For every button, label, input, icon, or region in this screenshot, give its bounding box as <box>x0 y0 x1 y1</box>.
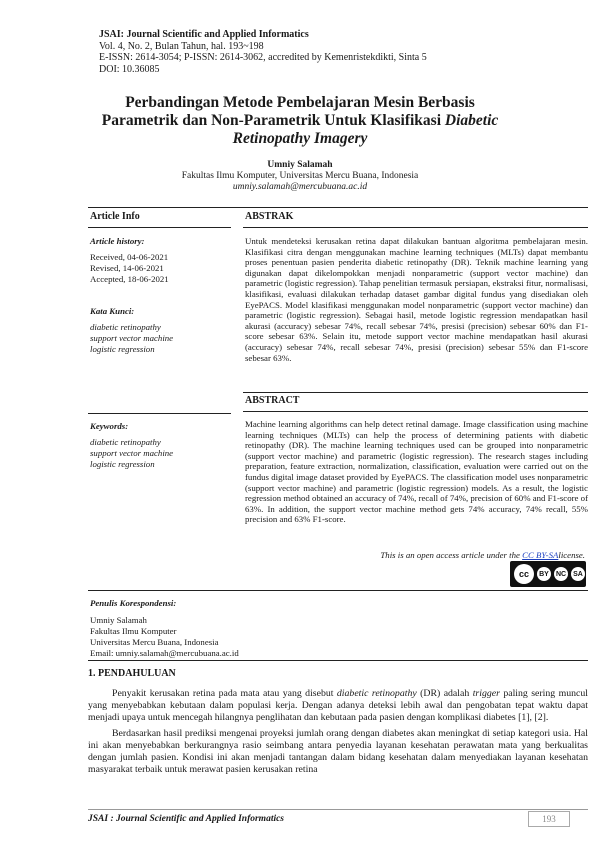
p1-italic-1: diabetic retinopathy <box>336 688 417 699</box>
abstrak-rule <box>243 227 588 228</box>
p1-text-a: Penyakit kerusakan retina pada mata atau yang disebut <box>112 688 337 699</box>
footer-rule <box>88 809 588 810</box>
volume-line: Vol. 4, No. 2, Bulan Tahun, hal. 193~198 <box>99 40 264 52</box>
correspondence-university: Universitas Mercu Buana, Indonesia <box>90 637 219 647</box>
keyword-item: support vector machine <box>90 448 174 458</box>
abstract-top-rule <box>243 392 588 393</box>
article-info-heading: Article Info <box>90 211 140 222</box>
abstract-rule <box>243 411 588 412</box>
kata-kunci-block <box>90 306 230 355</box>
cc-license-badge[interactable] <box>510 561 586 587</box>
received-date: Received, 04-06-2021 <box>90 252 169 262</box>
accepted-date: Accepted, 18-06-2021 <box>90 274 169 284</box>
title-line-2-text: Parametrik dan Non-Parametrik Untuk Klasifikasi <box>101 112 442 129</box>
correspondence-faculty: Fakultas Ilmu Komputer <box>90 626 177 636</box>
doi-line: DOI: 10.36085 <box>99 63 160 75</box>
keyword-item: logistic regression <box>90 459 155 469</box>
sa-icon: SA <box>571 567 585 581</box>
title-line-3-italic: Retinopathy Imagery <box>232 130 368 147</box>
author-affiliation: Fakultas Ilmu Komputer, Universitas Mercu Buana, Indonesia <box>181 171 419 181</box>
keywords-label: Keywords: <box>90 421 129 431</box>
author-block <box>60 160 540 193</box>
journal-header <box>99 29 427 75</box>
keyword-item: diabetic retinopathy <box>90 437 161 447</box>
author-email: umniy.salamah@mercubuana.ac.id <box>232 182 368 192</box>
p1-italic-2: trigger <box>472 688 500 699</box>
journal-name: JSAI: Journal Scientific and Applied Informatics <box>99 29 309 40</box>
title-line-2 <box>60 112 540 130</box>
article-info-rule <box>88 227 231 228</box>
paragraph-1 <box>88 688 588 725</box>
license-line <box>380 550 585 560</box>
kata-kunci-item: support vector machine <box>90 333 174 343</box>
abstrak-text: Untuk mendeteksi kerusakan retina dapat dilakukan bantuan algoritma pembelajaran mesin. Klasifikasi citra dengan menggunakan machine learning techniques (MLTs) dapat membantu proses penentuan pasien penderita diabetic retinopathy (DR). Teknik machine learning yang digunakan dapat dikelompokkan menjadi nonparametric (support vector machine) dan parametric (logistic regression). Tahap penelitian termasuk persiapan, ekstraksi fitur, normalisasi, klasifikasi, evaluasi dilakukan terhadap dataset gambar digital fundus yang disediakan oleh EyePACS. Model klasifikasi menggunakan model nonparametric (support vector machine) dan parametric (logistic regression). Sebagai hasil, metode logistic regression mendapatkan hasil akurasi (accuracy) sebesar 74%, recall sebesar 74%, presisi (precision) sebesar 60% dan F1-score sebesar 63%. Selain itu, metode support vector machine mendapatkan hasil akurasi (accuracy) sebesar 74%, recall sebesar 74%, presisi (precision) sebesar 55% dan F1-score sebesar 63%. <box>245 236 588 363</box>
title-line-3 <box>60 130 540 148</box>
by-icon: BY <box>537 567 551 581</box>
paper-title <box>60 94 540 148</box>
cc-by-sa-link[interactable]: CC BY-SA <box>522 550 559 560</box>
abstrak-heading: ABSTRAK <box>245 211 294 222</box>
correspondence-block <box>90 598 390 659</box>
footer-journal: JSAI : Journal Scientific and Applied Informatics <box>88 814 285 824</box>
license-suffix: license. <box>558 550 585 560</box>
issn-line: E-ISSN: 2614-3054; P-ISSN: 2614-3062, accredited by Kemenristekdikti, Sinta 5 <box>99 52 427 63</box>
page-number: 193 <box>528 811 570 827</box>
top-rule <box>88 207 588 208</box>
paragraph-2: Berdasarkan hasil prediksi mengenai proyeksi jumlah orang dengan diabetes akan meningkat di setiap kategori usia. Hal ini akan menyebabkan berkurangnya rasio seimbang antara penyedia layanan kesehatan perawatan mata yang berkualitas dengan jumlah pasien. Kondisi ini akan menjadi tantangan dalam bidang kesehatan dalam menyediakan layanan kesehatan masyarakat terbaik untuk merawat pasien kerusakan retina <box>88 727 588 776</box>
license-prefix: This is an open access article under the <box>380 550 523 560</box>
history-label: Article history: <box>90 236 145 246</box>
cc-icon: cc <box>514 564 534 584</box>
revised-date: Revised, 14-06-2021 <box>90 263 164 273</box>
p1-text-c: paling sering muncul yang menyebabkan kebutaan dalam populasi kerja. Dengan adanya deteksi lebih awal dan pengobatan tepat waktu dapat menjadi upaya untuk mencegah hilangnya penglihatan dan kebutaan pada pasien dengan komplikasi diabetes [1], [2]. <box>88 688 589 724</box>
article-history <box>90 236 230 285</box>
correspondence-label: Penulis Korespondensi: <box>90 598 177 608</box>
abstract-text: Machine learning algorithms can help detect retinal damage. Image classification using machine learning techniques (MLTs) can help the process of determining patients with diabetic retinopathy (DR). The machine learning techniques used can be grouped into nonparametric (support vector machine) and parametric (logistic regression). The research stages including preparation, feature extraction, normalization, classification, evaluation were carried out on the fundus digital image dataset provided by EyePACS. The classification model uses nonparametric (support vector machine) and parametric (logistic regression) models. As a result, the logistic regression method obtained an accuracy of 74%, recall of 74%, precision of 60% and F1-score of 63%. In addition, the support vector machine method gets 74% accuracy, 74% recall, 55% precision and 63% F1-score. <box>245 419 588 525</box>
section-body <box>88 688 588 779</box>
kata-kunci-item: logistic regression <box>90 344 155 354</box>
author-name: Umniy Salamah <box>267 160 333 170</box>
abstract-heading: ABSTRACT <box>245 395 300 406</box>
nc-icon: NC <box>554 567 568 581</box>
kata-kunci-item: diabetic retinopathy <box>90 322 161 332</box>
keywords-rule <box>88 413 231 414</box>
p1-text-b: (DR) adalah <box>416 688 473 699</box>
title-line-1: Perbandingan Metode Pembelajaran Mesin Berbasis <box>125 94 475 111</box>
section-top-rule <box>88 660 588 661</box>
keywords-block <box>90 421 230 470</box>
section-heading: 1. PENDAHULUAN <box>88 668 176 679</box>
correspondence-name: Umniy Salamah <box>90 615 147 625</box>
title-line-2-italic: Diabetic <box>444 112 499 129</box>
kata-kunci-label: Kata Kunci: <box>90 306 135 316</box>
correspondence-top-rule <box>88 590 588 591</box>
correspondence-email: Email: umniy.salamah@mercubuana.ac.id <box>90 648 239 658</box>
